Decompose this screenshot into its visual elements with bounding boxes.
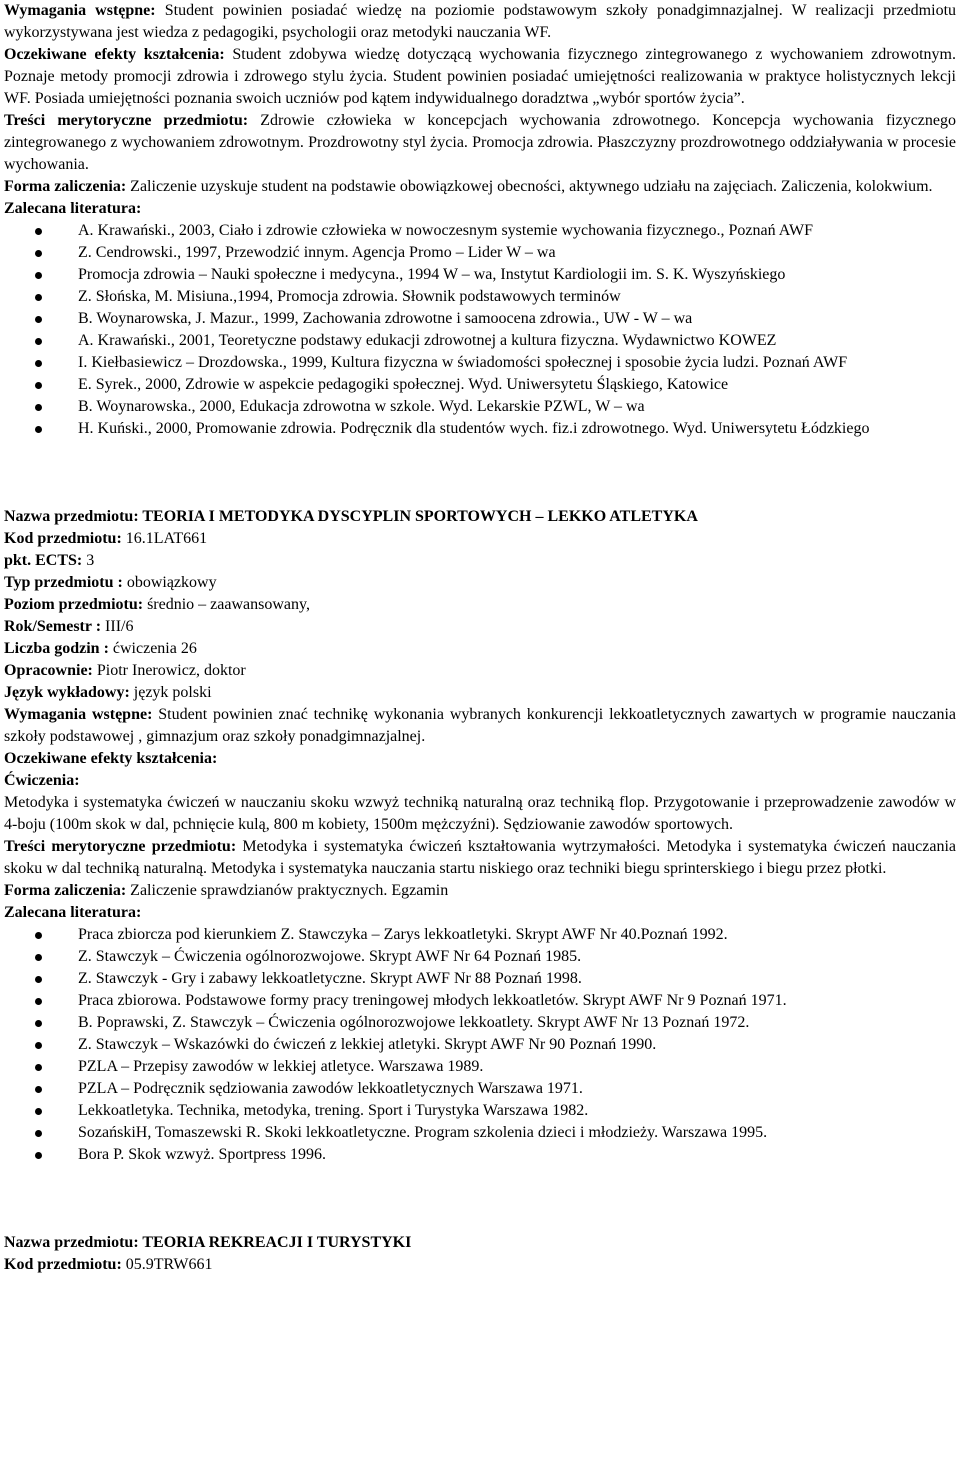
course-name-value: TEORIA REKREACJI I TURYSTYKI — [138, 1234, 412, 1251]
course-type-label: Typ przedmiotu : — [4, 574, 123, 591]
literature-item: Bora P. Skok wzwyż. Sportpress 1996. — [4, 1144, 956, 1166]
exercises-text: Metodyka i systematyka ćwiczeń w nauczaniu skoku wzwyż techniką naturalną oraz techniką flop. Przygotowanie i przeprowadzenie zawodów w 4-boju (100m skok w dal, pchnięcie kulą, 800 m kobiety, 1500m mężczyźni). Sędziowanie zawodów sportowych. — [4, 794, 956, 833]
course-code-label: Kod przedmiotu: — [4, 1256, 122, 1273]
prerequisites-text: Student powinien posiadać wiedzę na poziomie podstawowym szkoły ponadgimnazjalnej. W realizacji przedmiotu wykorzystywana jest wiedza z pedagogiki, psychologii oraz metodyki nauczania WF. — [4, 2, 957, 41]
literature-item: Z. Stawczyk - Gry i zabawy lekkoatletyczne. Skrypt AWF Nr 88 Poznań 1998. — [4, 968, 956, 990]
literature-item: A. Krawański., 2003, Ciało i zdrowie człowieka w nowoczesnym systemie wychowania fizycznego., Poznań AWF — [4, 220, 956, 242]
literature-heading: Zalecana literatura: — [4, 904, 142, 921]
section-2 — [4, 506, 956, 1166]
outcomes-heading: Oczekiwane efekty kształcenia: — [4, 750, 218, 767]
content-paragraph — [4, 110, 956, 176]
prerequisites-paragraph — [4, 0, 956, 44]
exercises-heading: Ćwiczenia: — [4, 772, 80, 789]
assessment-text: Zaliczenie sprawdzianów praktycznych. Egzamin — [126, 882, 449, 899]
course-code-label: Kod przedmiotu: — [4, 530, 122, 547]
section-3 — [4, 1232, 956, 1276]
year-semester — [4, 616, 956, 638]
hours-value: ćwiczenia 26 — [108, 640, 197, 657]
ects-points — [4, 550, 956, 572]
assessment-label: Forma zaliczenia: — [4, 178, 127, 195]
literature-item: I. Kiełbasiewicz – Drozdowska., 1999, Kultura fizyczna w świadomości społecznej i sposobie życia ludzi. Poznań AWF — [4, 352, 956, 374]
hours-label: Liczba godzin : — [4, 640, 109, 657]
content-label: Treści merytoryczne przedmiotu: — [4, 838, 237, 855]
author-value: Piotr Inerowicz, doktor — [92, 662, 246, 679]
course-name-label: Nazwa przedmiotu: — [4, 1234, 139, 1251]
language-value: język polski — [129, 684, 212, 701]
course-code — [4, 528, 956, 550]
literature-item: A. Krawański., 2001, Teoretyczne podstawy edukacji zdrowotnej a kultura fizyczna. Wydawnictwo KOWEZ — [4, 330, 956, 352]
ects-value: 3 — [82, 552, 95, 569]
literature-item: Lekkoatletyka. Technika, metodyka, trening. Sport i Turystyka Warszawa 1982. — [4, 1100, 956, 1122]
course-code — [4, 1254, 956, 1276]
section-1 — [4, 0, 956, 440]
literature-list — [4, 924, 956, 1166]
literature-item: B. Woynarowska., 2000, Edukacja zdrowotna w szkole. Wyd. Lekarskie PZWL, W – wa — [4, 396, 956, 418]
course-type — [4, 572, 956, 594]
content-label: Treści merytoryczne przedmiotu: — [4, 112, 249, 129]
literature-item: E. Syrek., 2000, Zdrowie w aspekcie pedagogiki społecznej. Wyd. Uniwersytetu Śląskiego, Katowice — [4, 374, 956, 396]
content-paragraph — [4, 836, 956, 880]
language — [4, 682, 956, 704]
year-semester-label: Rok/Semestr : — [4, 618, 102, 635]
literature-item: Z. Słońska, M. Misiuna.,1994, Promocja zdrowia. Słownik podstawowych terminów — [4, 286, 956, 308]
hours-count — [4, 638, 956, 660]
outcomes-text: Student zdobywa wiedzę dotyczącą wychowania fizycznego zintegrowanego z wychowaniem zdrowotnym. Poznaje metody promocji zdrowia i zdrowego stylu życia. Student powinien posiadać umiejętności realizowania w praktyce holistycznych lekcji WF. Posiada umiejętności poznania swoich uczniów pod kątem indywidualnego doradztwa „wybór sportów życia”. — [4, 46, 957, 107]
literature-item: H. Kuński., 2000, Promowanie zdrowia. Podręcznik dla studentów wych. fiz.i zdrowotnego. Wyd. Uniwersytetu Łódzkiego — [4, 418, 956, 440]
prerequisites-paragraph — [4, 704, 956, 748]
course-level-value: średnio – zaawansowany, — [143, 596, 310, 613]
outcomes-label: Oczekiwane efekty kształcenia: — [4, 46, 225, 63]
course-code-value: 05.9TRW661 — [121, 1256, 213, 1273]
literature-item: B. Poprawski, Z. Stawczyk – Ćwiczenia ogólnorozwojowe lekkoatlety. Skrypt AWF Nr 13 Poznań 1972. — [4, 1012, 956, 1034]
ects-label: pkt. ECTS: — [4, 552, 83, 569]
prerequisites-text: Student powinien znać technikę wykonania wybranych konkurencji lekkoatletycznych zawartych w programie nauczania szkoły podstawowej , gimnazjum oraz szkoły ponadgimnazjalnej. — [4, 706, 957, 745]
course-name-label: Nazwa przedmiotu: — [4, 508, 139, 525]
assessment-paragraph — [4, 176, 956, 198]
course-name — [4, 1232, 956, 1254]
literature-item: Z. Cendrowski., 1997, Przewodzić innym. Agencja Promo – Lider W – wa — [4, 242, 956, 264]
literature-item: B. Woynarowska, J. Mazur., 1999, Zachowania zdrowotne i samoocena zdrowia., UW - W – wa — [4, 308, 956, 330]
literature-item: Z. Stawczyk – Wskazówki do ćwiczeń z lekkiej atletyki. Skrypt AWF Nr 90 Poznań 1990. — [4, 1034, 956, 1056]
author-label: Opracownie: — [4, 662, 93, 679]
prerequisites-label: Wymagania wstępne: — [4, 706, 153, 723]
outcomes-paragraph — [4, 44, 956, 110]
author — [4, 660, 956, 682]
assessment-paragraph — [4, 880, 956, 902]
content-text: Zdrowie człowieka w koncepcjach wychowania zdrowotnego. Koncepcja wychowania fizycznego zintegrowanego z wychowaniem zdrowotnym. Prozdrowotny styl życia. Promocja zdrowia. Płaszczyzny prozdrowotnego oddziaływania w procesie wychowania. — [4, 112, 957, 173]
prerequisites-label: Wymagania wstępne: — [4, 2, 156, 19]
course-name — [4, 506, 956, 528]
literature-heading: Zalecana literatura: — [4, 200, 142, 217]
literature-item: PZLA – Podręcznik sędziowania zawodów lekkoatletycznych Warszawa 1971. — [4, 1078, 956, 1100]
language-label: Język wykładowy: — [4, 684, 130, 701]
content-text: Metodyka i systematyka ćwiczeń kształtowania wytrzymałości. Metodyka i systematyka ćwiczeń nauczania skoku w dal techniką naturalną. Metodyka i systematyka nauczania startu niskiego oraz techniki biegu sprinterskiego i biegu przez płotki. — [4, 838, 957, 877]
assessment-label: Forma zaliczenia: — [4, 882, 127, 899]
course-type-value: obowiązkowy — [122, 574, 217, 591]
literature-item: Z. Stawczyk – Ćwiczenia ogólnorozwojowe. Skrypt AWF Nr 64 Poznań 1985. — [4, 946, 956, 968]
literature-item: SozańskiH, Tomaszewski R. Skoki lekkoatletyczne. Program szkolenia dzieci i młodzieży. Warszawa 1995. — [4, 1122, 956, 1144]
course-name-value: TEORIA I METODYKA DYSCYPLIN SPORTOWYCH – LEKKO ATLETYKA — [138, 508, 698, 525]
literature-item: Praca zbiorowa. Podstawowe formy pracy treningowej młodych lekkoatletów. Skrypt AWF Nr 9 Poznań 1971. — [4, 990, 956, 1012]
document-page — [4, 0, 956, 1276]
literature-item: Praca zbiorcza pod kierunkiem Z. Stawczyka – Zarys lekkoatletyki. Skrypt AWF Nr 40.Poznań 1992. — [4, 924, 956, 946]
course-code-value: 16.1LAT661 — [121, 530, 208, 547]
literature-list — [4, 220, 956, 440]
literature-item: PZLA – Przepisy zawodów w lekkiej atletyce. Warszawa 1989. — [4, 1056, 956, 1078]
course-level — [4, 594, 956, 616]
literature-item: Promocja zdrowia – Nauki społeczne i medycyna., 1994 W – wa, Instytut Kardiologii im. S. K. Wyszyńskiego — [4, 264, 956, 286]
assessment-text: Zaliczenie uzyskuje student na podstawie obowiązkowej obecności, aktywnego udziału na zajęciach. Zaliczenia, kolokwium. — [126, 178, 933, 195]
year-semester-value: III/6 — [101, 618, 134, 635]
course-level-label: Poziom przedmiotu: — [4, 596, 144, 613]
